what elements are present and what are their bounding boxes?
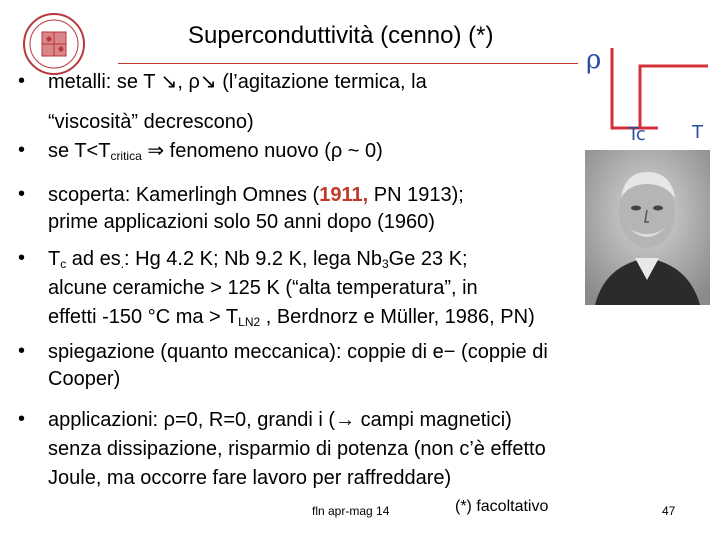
bullet-5-line-2: Cooper) [48, 368, 121, 390]
sketch-label-rho: ρ [586, 45, 602, 75]
bullet-4-line-2: alcune ceramiche > 125 K (“alta temperatura”, in [48, 277, 478, 299]
bullet-marker: • [18, 408, 26, 430]
bullet-3-line-2: prime applicazioni solo 50 anni dopo (1960) [48, 211, 435, 233]
text-segment: effetti -150 °C ma > T [48, 306, 239, 328]
bullet-4-line-3 [48, 305, 535, 334]
subscript: LN2 [238, 315, 261, 329]
bullet-3-line-1 [48, 183, 464, 207]
bullet-marker: • [18, 183, 26, 205]
text-segment: Ge 23 K; [388, 248, 468, 270]
text-segment: : Hg 4.2 K; Nb 9.2 K, lega Nb [124, 248, 382, 270]
text-segment: , Berdnorz e Müller, 1986, PN) [260, 306, 535, 328]
sketch-label-t: T [692, 122, 703, 143]
text-segment: PN 1913); [368, 184, 464, 206]
bullet-1-line-2: “viscosità” decrescono) [48, 111, 254, 133]
bullet-6-line-1: applicazioni: ρ=0, R=0, grandi i (→ campi magnetici) [48, 409, 512, 431]
university-seal-logo [22, 12, 86, 76]
portrait-photo [585, 150, 710, 305]
bullet-5-line-1: spiegazione (quanto meccanica): coppie di e− (coppie di [48, 341, 548, 363]
subscript: c [60, 257, 67, 271]
text-segment: se T<T [48, 140, 111, 162]
text-segment: T [48, 248, 61, 270]
text-segment: scoperta: Kamerlingh Omnes ( [48, 184, 320, 206]
bullet-1-line-1: metalli: se T ↘, ρ↘ (l’agitazione termica, la [48, 71, 427, 93]
bullet-6-line-2: senza dissipazione, risparmio di potenza (non c’è effetto [48, 438, 546, 460]
bullet-marker: • [18, 70, 26, 92]
bullet-6-line-3: Joule, ma occorre fare lavoro per raffreddare) [48, 467, 452, 489]
subscript: critica [110, 149, 142, 163]
text-segment: ⇒ fenomeno nuovo (ρ ~ 0) [141, 140, 383, 162]
subscript: 3 [381, 257, 389, 271]
bullet-marker: • [18, 340, 26, 362]
resistivity-sketch [580, 38, 715, 143]
title-divider [118, 63, 578, 64]
footer-note: (*) facoltativo [455, 498, 549, 515]
sketch-label-tc: Tc [628, 124, 646, 143]
bullet-marker: • [18, 139, 26, 161]
bullet-2-line-1 [48, 139, 383, 168]
bullet-4-line-1 [48, 247, 468, 276]
page-number: 47 [662, 504, 676, 518]
highlight-year: 1911, [319, 184, 369, 206]
bullet-marker: • [18, 247, 26, 269]
slide-title: Superconduttività (cenno) (*) [188, 22, 494, 49]
footer-source: fln apr-mag 14 [312, 504, 390, 518]
subscript: . [120, 257, 125, 271]
text-segment: ad es [66, 248, 121, 270]
